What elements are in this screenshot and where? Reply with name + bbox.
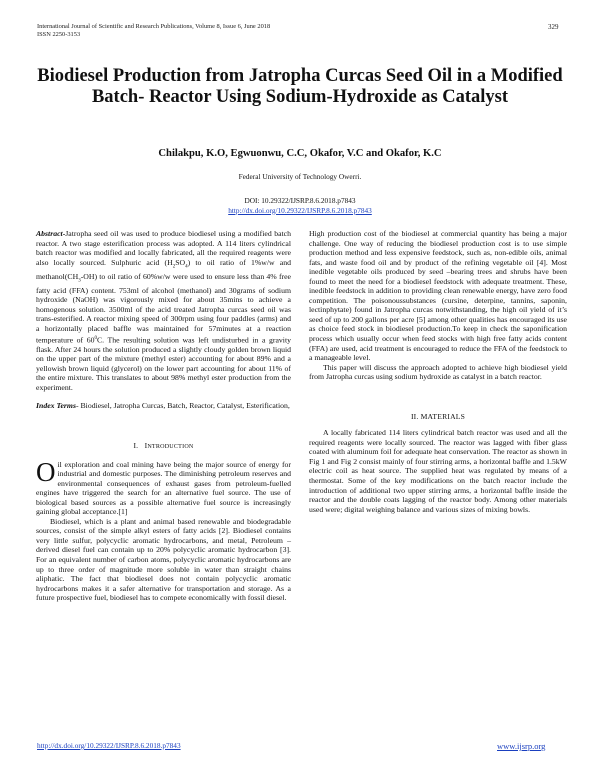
drop-cap: O (36, 456, 56, 487)
journal-header: International Journal of Scientific and Research Publications, Volume 8, Issue 6, June 2018 (37, 23, 271, 30)
materials-paragraph: A locally fabricated 114 liters cylindrical batch reactor was used and all the required reagents were locally sourced. The reactor was lagged with fiber glass coated with aluminum foil for adequate heat conservation. The reactor as shown in Fig 1 and Fig 2 consist mainly of four stirring arms, a horizontal baffle and 1.5kW electric coil as heat source. The supplied heat was regulated by means of a thermostat. Some of the key modifications on the batch reactor include the introduction of additional two upper stirring arms, a horizontal baffle inside the reactor and the double coats lagging of the reactor body. Among other materials used were; digital weighing balance and various sizes of mixing bowls. (309, 428, 567, 514)
intro-heading: I. INTRODUCTION (133, 440, 194, 450)
left-column (36, 229, 291, 603)
doi-block (30, 196, 570, 215)
doi-link[interactable]: http://dx.doi.org/10.29322/IJSRP.8.6.2018.p7843 (228, 205, 372, 215)
index-terms-label: Index Terms (36, 401, 76, 411)
affiliation: Federal University of Technology Owerri. (238, 172, 362, 181)
page-number: 329 (548, 23, 559, 31)
abstract-label: Abstract- (36, 229, 66, 238)
footer-site-link[interactable]: www.ijsrp.org (497, 741, 546, 751)
intro-paragraph-2: Biodiesel, which is a plant and animal based renewable and biodegradable sources, consist of the simple alkyl esters of fatty acids [2]. Biodiesel contains very little sulfur, polycyclic aromatic hydrocarbons, and metal, Petroleum –derived diesel fuel can contain up to 20% polycyclic aromatic hydrocarbon [3]. For an equivalent number of carbon atoms, polycyclic aromatic hydrocarbons are up to three order of magnitude more soluble in water than straight chains aliphatic. The fact that biodiesel does not contain polycyclic aromatic hydrocarbons makes it a safer alternative for transportation and storage. As a future prospective fuel, biodiesel has to compete economically with fossil diesel. (36, 516, 291, 603)
materials-heading: II. MATERIALS (410, 411, 466, 421)
intro-paragraph-1: Oil exploration and coal mining have being the major source of energy for industrial and domestic purposes. The diminishing petroleum reserves and environmental consequences of exhaust gases from petroleum-fuelled engines have triggered the search for an alternative fuel source. The use of biological based sources as a possible alternative fuel source is increasingly gaining global acceptance.[1] (36, 456, 291, 517)
abstract: Abstract-Jatropha seed oil was used to produce biodiesel using a modified batch reactor. A two stage esterification process was adopted. A 114 liters cylindrical batch reactor was modified and locally fabricated, all the required reagents were also locally sourced. Sulphuric acid $(H_2SO_4)$ to oil ratio of 1%w/w and $methanol(CH_3-OH)$ to oil ratio of 60%w/w were used to ensure less than 4% free fatty acid (FFA) content. 753ml of alcohol (methanol) and 30grams of sodium hydroxide (NaOH) was vigorously mixed for about 35mins to achieve a homogenous solution. 3500ml of the acid treated Jatropha curcas seed oil was trans-esterified. A reactor mixing speed of 300rpm using four paddles (arms) and a horizontally placed baffle was maintained for 57minutes at a reaction temperature of $60^0C$. The resulting solution was left undisturbed in a gravity flask. After 24 hours the solution produced a slightly cloudy golden brown liquid on the upper part of the mixture (methyl ester) accounting for about 89% and a yellowish brown liquid (glycerol) on the lower part accounting for about 11% of the entire mixture. This translates to about 98% methyl ester production from the experiment. (36, 229, 291, 392)
right-column (309, 229, 567, 514)
index-terms: Index Terms- Biodiesel, Jatropha Curcas, Batch, Reactor, Catalyst, Esterification, (36, 401, 290, 411)
issn: ISSN 2250-3153 (37, 31, 81, 38)
paper-title: Biodiesel Production from Jatropha Curcas Seed Oil in a Modified Batch- Reactor Using Sodium-Hydroxide as Catalyst (37, 66, 563, 107)
footer-doi-link[interactable]: http://dx.doi.org/10.29322/IJSRP.8.6.2018.p7843 (37, 741, 181, 750)
right-paragraph-1: High production cost of the biodiesel at commercial quantity has being a major challenge. One way of reducing the biodiesel production cost is to use simple production method and less expensive feedstock, such as, non-edible oils, animal fats, and waste food oil and by product of the refining vegetable oil [4]. Most inedible vegetable oils produced by seed –bearing trees and shrubs have been found to meet the need for a biodiesel feedstock with adequate treatment. These, inedible feedstock in addition to providing clean renewable energy, have zero food competition. The poisonoussubstances (cursine, deterpine, tannins, saponin, lectinphytate) found in Jatropha curcas notwithstanding, the high oil yield of it’s seed of up to 200 gallons per acre [5] among other qualities has encouraged its use as choice feed stock in biodiesel production.To keep in check the saponification process which usually occur when feed stocks with high free fatty acids content (FFA) are used, acid treatment is encouraged to reduce the FFA of the feedstock to a manageable level. (309, 229, 567, 363)
right-paragraph-2: This paper will discuss the approach adopted to achieve high biodiesel yield from Jatropha curcas using sodium hydroxide as catalyst in a batch reactor. (309, 362, 567, 382)
authors: Chilakpu, K.O, Egwuonwu, C.C, Okafor, V.C and Okafor, K.C (158, 148, 442, 159)
doi-label: DOI: 10.29322/IJSRP.8.6.2018.p7843 (244, 196, 356, 205)
